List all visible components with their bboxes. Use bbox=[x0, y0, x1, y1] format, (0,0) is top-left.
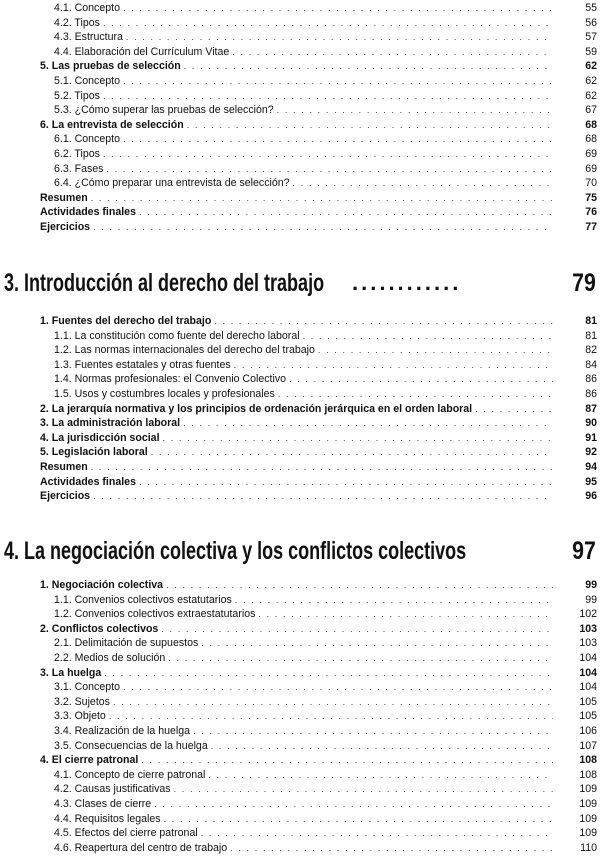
entry-page-number: 84 bbox=[585, 358, 597, 371]
toc-subentry[interactable] bbox=[0, 826, 600, 841]
entry-label: 4. La jurisdicción social bbox=[40, 431, 163, 446]
leader-dots bbox=[166, 578, 553, 593]
leader-dots bbox=[104, 666, 553, 681]
entry-label: 1.4. Normas profesionales: el Convenio Colectivo bbox=[54, 372, 289, 387]
entry-label: 5.1. Concepto bbox=[54, 74, 123, 89]
entry-page-number: 55 bbox=[585, 2, 597, 14]
toc-subentry[interactable] bbox=[0, 162, 600, 177]
toc-subentry[interactable] bbox=[0, 812, 600, 827]
toc-subentry[interactable] bbox=[0, 709, 600, 724]
leader-dots bbox=[126, 30, 553, 45]
toc-subentry[interactable] bbox=[0, 329, 600, 344]
toc-subentry[interactable] bbox=[0, 841, 600, 856]
leader-dots bbox=[193, 724, 553, 739]
entry-label: 4.1. Concepto bbox=[54, 1, 123, 16]
entry-page-number: 110 bbox=[580, 841, 597, 854]
toc-entry[interactable] bbox=[0, 460, 600, 475]
entry-page-number: 62 bbox=[585, 60, 597, 73]
leader-dots bbox=[106, 162, 553, 177]
leader-dots: ............ bbox=[352, 270, 462, 295]
toc-entry[interactable] bbox=[0, 666, 600, 681]
toc-subentry[interactable] bbox=[0, 739, 600, 754]
toc-entry[interactable] bbox=[0, 578, 600, 593]
leader-dots bbox=[161, 622, 553, 637]
toc-subentry[interactable] bbox=[0, 30, 600, 45]
chapter-title: 3. Introducción al derecho del trabajo bbox=[4, 269, 325, 297]
entry-label: 3.4. Realización de la huelga bbox=[54, 724, 193, 739]
leader-dots bbox=[277, 103, 553, 118]
toc-subentry[interactable] bbox=[0, 358, 600, 373]
entry-label: 4.4. Requisitos legales bbox=[54, 812, 164, 827]
entry-label: 2. La jerarquía normativa y los principios de ordenación jerárquica en el orden laboral bbox=[40, 402, 475, 417]
entry-page-number: 99 bbox=[585, 579, 597, 591]
toc-entry[interactable] bbox=[0, 475, 600, 490]
entry-label: 1.3. Fuentes estatales y otras fuentes bbox=[54, 358, 234, 373]
toc-section-chapter2-continued bbox=[0, 1, 600, 235]
entry-label: Resumen bbox=[40, 460, 91, 475]
toc-subentry[interactable] bbox=[0, 74, 600, 89]
leader-dots bbox=[211, 739, 553, 754]
entry-page-number: 109 bbox=[579, 783, 597, 796]
toc-entry[interactable] bbox=[0, 622, 600, 637]
toc-subentry[interactable] bbox=[0, 176, 600, 191]
entry-label: 4.2. Causas justificativas bbox=[54, 782, 174, 797]
entry-page-number: 81 bbox=[585, 329, 597, 342]
entry-label: 3.3. Objeto bbox=[54, 709, 109, 724]
entry-page-number: 76 bbox=[585, 206, 597, 219]
entry-page-number: 67 bbox=[585, 104, 597, 117]
entry-label: 1.1. Convenios colectivos estatutarios bbox=[54, 593, 235, 608]
entry-label: Ejercicios bbox=[40, 220, 93, 235]
entry-page-number: 91 bbox=[585, 431, 597, 444]
entry-page-number: 109 bbox=[579, 797, 597, 810]
entry-page-number: 81 bbox=[585, 315, 597, 327]
toc-entry[interactable] bbox=[0, 489, 600, 504]
toc-subentry[interactable] bbox=[0, 768, 600, 783]
toc-subentry[interactable] bbox=[0, 607, 600, 622]
entry-label: 1.5. Usos y costumbres locales y profesionales bbox=[54, 387, 278, 402]
entry-page-number: 69 bbox=[585, 147, 597, 160]
entry-page-number: 105 bbox=[579, 710, 597, 723]
entry-label: 3. La huelga bbox=[40, 666, 104, 681]
entry-page-number: 59 bbox=[585, 45, 597, 58]
entry-page-number: 103 bbox=[579, 622, 597, 635]
chapter-page-number: 79 bbox=[572, 269, 596, 297]
entry-label: 5.2. Tipos bbox=[54, 89, 103, 104]
leader-dots bbox=[91, 460, 553, 475]
entry-page-number: 108 bbox=[579, 754, 597, 767]
leader-dots bbox=[258, 607, 553, 622]
entry-label: 4.2. Tipos bbox=[54, 16, 103, 31]
chapter-page-number: 97 bbox=[572, 537, 596, 565]
leader-dots bbox=[139, 475, 553, 490]
leader-dots bbox=[123, 1, 553, 16]
entry-label: 4.3. Estructura bbox=[54, 30, 126, 45]
entry-label: 6.2. Tipos bbox=[54, 147, 103, 162]
toc-subentry[interactable] bbox=[0, 103, 600, 118]
leader-dots bbox=[293, 176, 553, 191]
leader-dots bbox=[234, 358, 553, 373]
entry-label: 5.3. ¿Cómo superar las pruebas de selección? bbox=[54, 103, 277, 118]
chapter-title: 4. La negociación colectiva y los conflictos colectivos bbox=[4, 537, 467, 565]
toc-entry[interactable] bbox=[0, 753, 600, 768]
leader-dots bbox=[123, 74, 553, 89]
entry-page-number: 69 bbox=[585, 162, 597, 175]
entry-label: 6. La entrevista de selección bbox=[40, 118, 187, 133]
toc-subentry[interactable] bbox=[0, 651, 600, 666]
entry-label: Ejercicios bbox=[40, 489, 93, 504]
toc-entry[interactable] bbox=[0, 59, 600, 74]
toc-entry[interactable] bbox=[0, 205, 600, 220]
leader-dots bbox=[164, 812, 553, 827]
entry-page-number: 106 bbox=[579, 724, 597, 737]
entry-label: 2.1. Delimitación de supuestos bbox=[54, 636, 201, 651]
toc-subentry[interactable] bbox=[0, 797, 600, 812]
toc-entry[interactable] bbox=[0, 220, 600, 235]
toc-subentry[interactable] bbox=[0, 132, 600, 147]
entry-label: 4.4. Elaboración del Currículum Vitae bbox=[54, 45, 232, 60]
entry-page-number: 68 bbox=[585, 118, 597, 131]
entry-page-number: 107 bbox=[579, 739, 597, 752]
toc-entry[interactable] bbox=[0, 402, 600, 417]
leader-dots bbox=[103, 16, 553, 31]
entry-page-number: 102 bbox=[579, 608, 597, 621]
entry-label: Resumen bbox=[40, 191, 91, 206]
toc-entry[interactable] bbox=[0, 314, 600, 329]
entry-label: 1. Negociación colectiva bbox=[40, 578, 166, 593]
leader-dots bbox=[208, 768, 553, 783]
entry-label: 5. Las pruebas de selección bbox=[40, 59, 184, 74]
toc-entry[interactable] bbox=[0, 118, 600, 133]
toc-subentry[interactable] bbox=[0, 89, 600, 104]
leader-dots bbox=[103, 147, 553, 162]
leader-dots bbox=[113, 695, 553, 710]
leader-dots bbox=[187, 118, 553, 133]
entry-label: 2.2. Medios de solución bbox=[54, 651, 168, 666]
leader-dots bbox=[214, 314, 553, 329]
leader-dots bbox=[123, 132, 553, 147]
entry-label: Actividades finales bbox=[40, 205, 139, 220]
entry-page-number: 96 bbox=[585, 490, 597, 503]
entry-label: 3.5. Consecuencias de la huelga bbox=[54, 739, 211, 754]
leader-dots bbox=[93, 489, 553, 504]
toc-entry[interactable] bbox=[0, 431, 600, 446]
leader-dots bbox=[183, 416, 553, 431]
entry-label: 4.5. Efectos del cierre patronal bbox=[54, 826, 201, 841]
toc-entry[interactable] bbox=[0, 416, 600, 431]
entry-label: 6.4. ¿Cómo preparar una entrevista de selección? bbox=[54, 176, 293, 191]
toc-subentry[interactable] bbox=[0, 680, 600, 695]
entry-label: 2. Conflictos colectivos bbox=[40, 622, 161, 637]
leader-dots bbox=[151, 445, 553, 460]
entry-page-number: 57 bbox=[585, 31, 597, 44]
toc-subentry[interactable] bbox=[0, 343, 600, 358]
leader-dots bbox=[103, 89, 553, 104]
leader-dots bbox=[184, 59, 553, 74]
entry-label: 6.3. Fases bbox=[54, 162, 106, 177]
entry-page-number: 104 bbox=[579, 681, 597, 694]
entry-label: 4.1. Concepto de cierre patronal bbox=[54, 768, 208, 783]
toc-subentry[interactable] bbox=[0, 16, 600, 31]
entry-label: 1.2. Convenios colectivos extraestatutarios bbox=[54, 607, 258, 622]
entry-page-number: 109 bbox=[579, 827, 597, 840]
entry-page-number: 90 bbox=[585, 417, 597, 430]
entry-label: 4.3. Clases de cierre bbox=[54, 797, 154, 812]
entry-label: 3. La administración laboral bbox=[40, 416, 183, 431]
entry-page-number: 108 bbox=[579, 768, 597, 781]
leader-dots bbox=[91, 191, 553, 206]
leader-dots bbox=[123, 680, 553, 695]
entry-label: 6.1. Concepto bbox=[54, 132, 123, 147]
entry-page-number: 104 bbox=[579, 651, 597, 664]
entry-page-number: 99 bbox=[585, 593, 597, 606]
leader-dots bbox=[303, 329, 553, 344]
entry-page-number: 95 bbox=[585, 475, 597, 488]
entry-page-number: 62 bbox=[585, 74, 597, 87]
leader-dots bbox=[154, 797, 553, 812]
entry-page-number: 70 bbox=[585, 177, 597, 190]
entry-page-number: 75 bbox=[585, 191, 597, 204]
leader-dots bbox=[201, 826, 553, 841]
toc-subentry[interactable] bbox=[0, 1, 600, 16]
chapter-heading-3[interactable] bbox=[0, 268, 600, 298]
toc-subentry[interactable] bbox=[0, 387, 600, 402]
toc-subentry[interactable] bbox=[0, 636, 600, 651]
entry-page-number: 104 bbox=[579, 666, 597, 679]
entry-label: Actividades finales bbox=[40, 475, 139, 490]
toc-subentry[interactable] bbox=[0, 782, 600, 797]
toc-subentry[interactable] bbox=[0, 695, 600, 710]
leader-dots bbox=[109, 709, 553, 724]
leader-dots bbox=[141, 753, 553, 768]
toc-section-chapter3 bbox=[0, 314, 600, 504]
leader-dots bbox=[235, 593, 553, 608]
chapter-heading-4[interactable] bbox=[0, 536, 600, 566]
leader-dots bbox=[475, 402, 553, 417]
toc-subentry[interactable] bbox=[0, 147, 600, 162]
leader-dots bbox=[168, 651, 553, 666]
entry-page-number: 68 bbox=[585, 133, 597, 146]
entry-page-number: 86 bbox=[585, 373, 597, 386]
entry-page-number: 109 bbox=[579, 812, 597, 825]
entry-page-number: 77 bbox=[585, 220, 597, 233]
entry-page-number: 56 bbox=[585, 16, 597, 29]
toc-entry[interactable] bbox=[0, 191, 600, 206]
leader-dots bbox=[201, 636, 553, 651]
entry-label: 4. El cierre patronal bbox=[40, 753, 141, 768]
leader-dots bbox=[230, 841, 553, 856]
entry-page-number: 62 bbox=[585, 89, 597, 102]
entry-label: 1.2. Las normas internacionales del derecho del trabajo bbox=[54, 343, 318, 358]
entry-page-number: 103 bbox=[579, 637, 597, 650]
entry-label: 3.2. Sujetos bbox=[54, 695, 113, 710]
entry-page-number: 105 bbox=[579, 695, 597, 708]
entry-page-number: 92 bbox=[585, 446, 597, 459]
entry-label: 4.6. Reapertura del centro de trabajo bbox=[54, 841, 230, 856]
leader-dots bbox=[139, 205, 553, 220]
leader-dots bbox=[278, 387, 553, 402]
leader-dots bbox=[163, 431, 553, 446]
leader-dots bbox=[93, 220, 553, 235]
toc-subentry[interactable] bbox=[0, 593, 600, 608]
leader-dots bbox=[289, 372, 553, 387]
entry-label: 1.1. La constitución como fuente del derecho laboral bbox=[54, 329, 303, 344]
entry-page-number: 82 bbox=[585, 344, 597, 357]
toc-entry[interactable] bbox=[0, 445, 600, 460]
leader-dots bbox=[318, 343, 553, 358]
toc-subentry[interactable] bbox=[0, 372, 600, 387]
toc-section-chapter4 bbox=[0, 578, 600, 855]
entry-label: 3.1. Concepto bbox=[54, 680, 123, 695]
toc-subentry[interactable] bbox=[0, 724, 600, 739]
entry-page-number: 87 bbox=[585, 402, 597, 415]
entry-label: 5. Legislación laboral bbox=[40, 445, 151, 460]
leader-dots bbox=[174, 782, 553, 797]
entry-page-number: 86 bbox=[585, 387, 597, 400]
entry-label: 1. Fuentes del derecho del trabajo bbox=[40, 314, 214, 329]
leader-dots bbox=[232, 45, 553, 60]
toc-subentry[interactable] bbox=[0, 45, 600, 60]
entry-page-number: 94 bbox=[585, 460, 597, 473]
